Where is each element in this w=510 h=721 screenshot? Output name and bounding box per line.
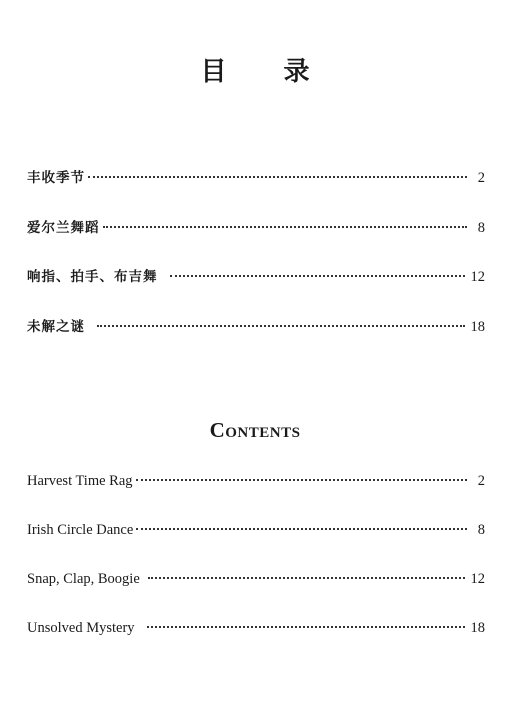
toc-entry[interactable] bbox=[27, 217, 485, 239]
dot-leader bbox=[103, 226, 468, 228]
dot-leader bbox=[97, 325, 465, 327]
toc-entry[interactable] bbox=[27, 167, 485, 189]
toc-entry-title: Unsolved Mystery bbox=[27, 620, 135, 636]
toc-entry[interactable] bbox=[27, 316, 485, 338]
toc-entry[interactable] bbox=[27, 617, 485, 639]
toc-entry-title: 丰收季节 bbox=[27, 170, 85, 186]
chinese-toc-heading: 目 录 bbox=[200, 57, 334, 87]
toc-entry-title: Harvest Time Rag bbox=[27, 473, 133, 489]
dot-leader bbox=[136, 528, 467, 530]
toc-entry-page: 18 bbox=[470, 620, 485, 636]
toc-entry[interactable] bbox=[27, 568, 485, 590]
toc-entry-title: Snap, Clap, Boogie bbox=[27, 571, 140, 587]
dot-leader bbox=[147, 626, 465, 628]
toc-entry-page: 8 bbox=[477, 522, 485, 538]
dot-leader bbox=[136, 479, 467, 481]
toc-entry-page: 8 bbox=[477, 219, 485, 236]
toc-entry[interactable] bbox=[27, 266, 485, 288]
toc-entry-title: 未解之谜 bbox=[27, 318, 85, 335]
toc-entry[interactable] bbox=[27, 519, 485, 541]
toc-entry-title: Irish Circle Dance bbox=[27, 522, 134, 538]
toc-entry-page: 2 bbox=[477, 473, 485, 489]
dot-leader bbox=[88, 176, 467, 178]
toc-entry-title: 响指、拍手、布吉舞 bbox=[27, 269, 158, 285]
english-toc-heading: Contents bbox=[209, 418, 301, 442]
toc-entry-page: 2 bbox=[477, 170, 485, 186]
toc-entry[interactable] bbox=[27, 470, 485, 492]
dot-leader bbox=[170, 275, 465, 277]
chinese-toc-list bbox=[27, 167, 485, 365]
english-toc-list bbox=[27, 470, 485, 666]
toc-entry-page: 12 bbox=[470, 269, 485, 285]
dot-leader bbox=[148, 577, 465, 579]
toc-entry-page: 18 bbox=[470, 318, 485, 335]
toc-entry-page: 12 bbox=[470, 571, 485, 587]
toc-entry-title: 爱尔兰舞蹈 bbox=[27, 219, 100, 236]
